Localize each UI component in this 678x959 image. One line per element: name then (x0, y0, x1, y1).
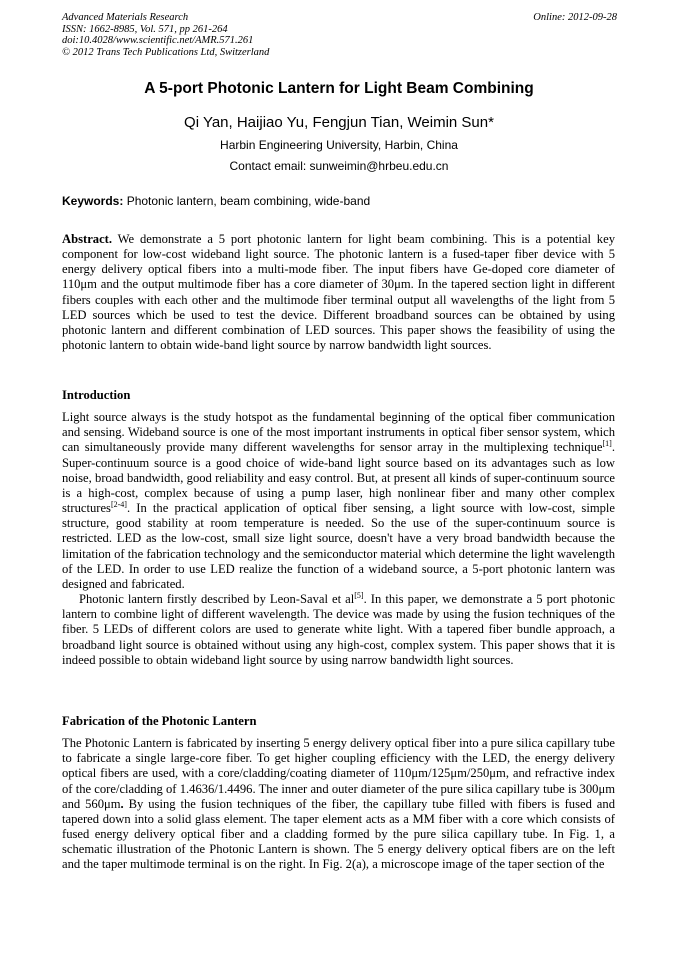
fabrication-section (62, 714, 615, 873)
text-run: By using the fusion techniques of the fiber, the capillary tube filled with fibers is fused and tapered down into a solid glass element. The taper element acts as a MM fiber with a core which consists of fused energy delivery optical fiber and a cladding formed by the pure silica capillary tube. In Fig. 1, a schematic illustration of the Photonic Lantern is shown. The 5 energy delivery optical fibers are on the left and the taper multimode terminal is on the right. In Fig. 2(a), a microscope image of the taper section of the (62, 796, 615, 872)
online-date: Online: 2012-09-28 (533, 12, 617, 23)
text-run: The Photonic Lantern is fabricated by inserting 5 energy delivery optical fiber into a pure silica capillary tube to fabricate a single large-core fiber. To get higher coupling efficiency with the LED, the energy delivery optical fibers are used, with a core/cladding/coating diameter of 110μm/125μm/250μm, and refractive index of the core/cladding of 1.4636/1.4496. The inner and outer diameter of the pure silica capillary tube is 300μm and 560μm (62, 736, 615, 811)
affiliation: Harbin Engineering University, Harbin, China (220, 138, 458, 152)
citation: [1] (602, 439, 612, 449)
section-heading: Introduction (62, 388, 131, 402)
journal-header (62, 12, 617, 58)
paper-title: A 5-port Photonic Lantern for Light Beam Combining (144, 80, 534, 97)
paragraph (62, 410, 615, 592)
keywords-label: Keywords: (62, 194, 124, 208)
keywords-text: Photonic lantern, beam combining, wide-band (123, 194, 371, 208)
text-run: . (120, 796, 124, 811)
author-list: Qi Yan, Haijiao Yu, Fengjun Tian, Weimin Sun* (184, 114, 494, 131)
citation: [5] (354, 590, 364, 600)
text-run: Light source always is the study hotspot as the fundamental beginning of the optical fiber communication and sensing. Wideband source is one of the most important instruments in optical fiber sensor system, which can simultaneously provide many different wavelengths for sensor array in the multiplexing technique (62, 410, 615, 455)
text-run: . Super-continuum source is a good choice of wide-band light source based on its advantages such as low noise, broad bandwidth, good reliability and easy control. But, at present all kinds of super-continuum source is a high-cost, complex because of using a pump laser, high nonlinear fiber and many other complex structures (62, 440, 615, 516)
text-run: . In the practical application of optical fiber sensing, a light source with low-cost, simple structure, good stability at room temperature is needed. So the use of the super-continuum source is restricted. LED as the low-cost, small size light source, doesn't have a very broad bandwidth because the limitation of the fabrication technology and the semiconductor material which determine the light wavelength of the LED. In order to use LED realize the function of a wideband source, a 5-port photonic lantern was designed and fabricated. (62, 501, 615, 591)
journal-name: Advanced Materials Research (62, 12, 189, 23)
doi-line: doi:10.4028/www.scientific.net/AMR.571.261 (62, 35, 254, 46)
copyright-line: © 2012 Trans Tech Publications Ltd, Switzerland (62, 46, 270, 58)
paragraph (62, 736, 615, 872)
citation: [2-4] (110, 499, 127, 509)
section-heading: Fabrication of the Photonic Lantern (62, 714, 257, 728)
text-run: Photonic lantern firstly described by Leon-Saval et al (79, 592, 355, 607)
keywords (62, 194, 617, 208)
contact-email: Contact email: sunweimin@hrbeu.edu.cn (229, 159, 449, 173)
abstract-label: Abstract. (62, 232, 113, 246)
introduction-section (62, 388, 615, 668)
text-run: . In this paper, we demonstrate a 5 port photonic lantern to combine light of different wavelength. The device was made by using the fusion techniques of the fiber. 5 LEDs of different colors are used to generate white light. With a tapered fiber bundle approach, a broadband light source is obtained without using any high-cost, complex system. This paper shows that it is indeed possible to obtain wideband light source by using narrow bandwidth light sources. (62, 592, 615, 667)
abstract-text: We demonstrate a 5 port photonic lantern for light beam combining. This is a potential key component for low-cost wideband light source. The photonic lantern is a fused-taper fiber device with 5 energy delivery optical fibers into a multi-mode fiber. The input fibers have Ge-doped core diameter of 110μm and the output multimode fiber has a core diameter of 30μm. In the tapered section light in different fibers couples with each other and the multimode fiber terminal output all wavelengths of the light from 5 LED sources which be used to test the device. Different broadband sources can be obtained by using photonic lantern and different combination of LED sources. This paper shows the feasibility of using the photonic lantern to obtain wide-band light source by narrow bandwidth light sources. (62, 232, 615, 353)
abstract (62, 232, 615, 353)
paragraph (62, 592, 615, 668)
issn-line: ISSN: 1662-8985, Vol. 571, pp 261-264 (62, 23, 228, 35)
